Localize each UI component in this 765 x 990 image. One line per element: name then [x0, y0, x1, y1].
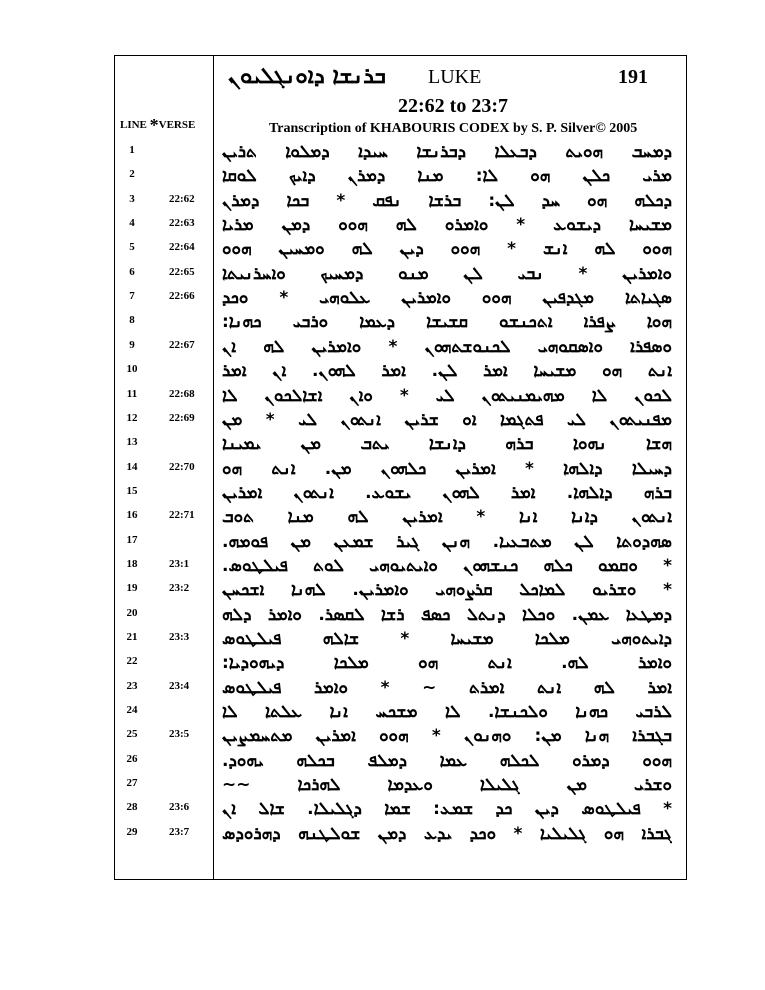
line-number: 4	[129, 217, 135, 230]
transcription-row	[114, 384, 687, 408]
syriac-line-text: ܘܐܡܪ ܠܗ. ܐܢܬ ܗܘ ܡܠܟܐ ܕܝܗܘܕܝܐ:	[222, 653, 672, 674]
line-number: 1	[129, 144, 135, 156]
line-number: 8	[129, 314, 135, 327]
syriac-line-text: ܣܓܝܐܬܐ ܡܓܕܦܝܢ ܗܘܘ ܘܐܡܪܝܢ ܥܠܘܗܝ * ܘܟܕ	[222, 288, 672, 309]
syriac-line-text: ܕܡܚܒ ܗܘܝܬ ܕܒܥܠܐ ܕܒܪܢܫܐ ܚܝܕܐ ܕܡܠܘܐ ܬܪܝܢ	[222, 142, 672, 162]
line-number: 29	[126, 825, 138, 838]
transcription-row	[114, 481, 687, 505]
line-number: 20	[126, 606, 138, 619]
line-number: 15	[126, 484, 138, 497]
syriac-line-text: ܕܡܛܥܐ ܥܡܢ. ܘܟܠܐ ܕܢܬܠ ܟܣܦ ܪܫܐ ܠܩܣܪ. ܘܐܡܪ ܕܠܗ	[222, 604, 672, 625]
syriac-line-text: ܓܒܪܐ ܗܘ ܓܠܝܠܝܐ * ܘܟܕ ܝܕܥ ܕܡܢ ܫܘܠܛܢܗ ܕܗܪܘܕܣ	[222, 823, 672, 844]
syriac-line-text: ܐܢܬ ܗܘ ܡܫܝܚܐ ܐܡܪ ܠܢ. ܐܡܪ ܠܗܘܢ. ܐܢ ܐܡܪ	[222, 361, 672, 382]
line-number: 6	[129, 265, 135, 278]
verse-reference: 22:62	[169, 192, 195, 205]
syriac-line-text: ܗܘܘ ܕܡܪܘ ܠܟܠܗ ܥܡܐ ܕܡܠܦ ܒܟܠܗ ܝܗܘܕ.	[222, 750, 672, 771]
syriac-line-text: ܒܓܒܪܐ ܗܢܐ ܡܢ: ܘܗܢܘܢ * ܗܘܘ ܐܡܪܝܢ ܡܬܚܡܨܝܢ	[222, 726, 672, 747]
verse-reference: 22:63	[169, 217, 195, 230]
verse-reference: 22:65	[169, 265, 195, 278]
transcription-row	[114, 505, 687, 529]
transcription-row	[114, 432, 687, 456]
syriac-line-text: ܐܡܪ ܠܗ ܐܢܬ ܐܡܪܬ ~ * ܘܐܡܪ ܦܝܠܛܘܣ	[222, 677, 672, 698]
verse-reference: 23:2	[169, 582, 190, 595]
verse-star: *	[149, 115, 159, 135]
book-name: LUKE	[428, 66, 482, 88]
line-number: 24	[126, 704, 138, 717]
transcription-row	[114, 554, 687, 578]
verse-reference: 22:66	[169, 290, 195, 303]
syriac-line-text: ܗܘܘ ܠܗ ܐܢܫ * ܗܘܘ ܕܝܢ ܠܗ ܘܡܚܝܢ ܗܘܘ	[222, 239, 672, 260]
line-number: 5	[129, 241, 135, 254]
transcription-row	[114, 335, 687, 359]
transcription-row	[114, 237, 687, 261]
syriac-line-text: ܒܪܗ ܕܐܠܗܐ. ܐܡܪ ܠܗܘܢ ܝܫܘܥ. ܐܢܬܘܢ ܐܡܪܝܢ	[222, 482, 672, 503]
line-number: 22	[126, 655, 138, 668]
line-number: 23	[126, 679, 138, 692]
transcription-row	[114, 530, 687, 554]
line-number: 21	[126, 631, 138, 643]
syriac-line-text: ܡܫܝܚܐ ܕܝܫܘܥ * ܘܐܡܪܘ ܠܗ ܗܘܘ ܕܡܢ ܡܪܝܐ	[222, 215, 672, 236]
syriac-title: ܒܪܢܫܐ ܕܐܘܢܓܠܝܘܢ	[228, 64, 386, 89]
verse-reference: 22:71	[169, 509, 195, 522]
line-number: 18	[126, 557, 138, 570]
verse-reference: 23:4	[169, 679, 190, 692]
verse-column-heading: VERSE	[158, 119, 196, 131]
transcription-row	[114, 651, 687, 675]
line-number: 25	[126, 728, 138, 741]
line-column-heading: LINE	[120, 119, 147, 131]
syriac-line-text: ܗܫܐ ܢܗܘܐ ܒܪܗ ܕܐܢܫܐ ܝܬܒ ܡܢ ܝܡܝܢܐ	[222, 434, 672, 455]
line-number: 14	[126, 460, 138, 473]
verse-reference: 23:5	[169, 728, 190, 741]
syriac-line-text: ܣܗܕܘܬܐ ܠܢ ܡܬܒܥܝܐ. ܗܢܢ ܓܝܪ ܫܡܥܢ ܡܢ ܦܘܡܗ.	[222, 531, 672, 552]
transcription-row	[114, 749, 687, 773]
transcription-row	[114, 140, 687, 164]
transcription-row	[114, 286, 687, 310]
transcription-row	[114, 797, 687, 821]
line-number: 27	[126, 777, 138, 790]
line-number: 9	[129, 338, 135, 351]
line-number: 3	[129, 192, 135, 205]
syriac-line-text: ܗܘܐ ܨܦܪܐ ܐܬܟܢܫܘ ܩܫܝܫܐ ܕܥܡܐ ܘܪܒܝ ܟܗܢܐ:	[222, 312, 672, 333]
verse-reference: 23:1	[169, 557, 190, 570]
syriac-line-text: ܡܦܢܝܬܘܢ ܠܝ ܦܬܓܡܐ ܐܘ ܫܪܝܢ ܐܢܬܘܢ ܠܝ * ܡܢ	[222, 409, 672, 430]
transcription-row	[114, 578, 687, 602]
verse-reference: 23:7	[169, 825, 190, 838]
syriac-line-text: * ܘܫܪܝܘ ܠܡܐܟܠ ܩܪܨܘܗܝ ܘܐܡܪܝܢ. ܠܗܢܐ ܐܫܟܚܢ	[222, 580, 672, 601]
syriac-line-text: ܕܚܝܠܐ ܕܐܠܗܐ * ܐܡܪܝܢ ܟܠܗܘܢ ܡܢ. ܐܢܬ ܗܘ	[222, 458, 672, 479]
syriac-line-text: ܠܪܒܝ ܟܗܢܐ ܘܠܟܢܫܐ. ܠܐ ܡܫܟܚ ܐܢܐ ܥܠܬܐ ܠܐ	[222, 702, 672, 723]
verse-reference: 22:64	[169, 241, 195, 254]
line-number: 19	[126, 582, 138, 595]
syriac-line-text: * ܦܝܠܛܘܣ ܕܝܢ ܟܕ ܫܡܥ: ܫܡܐ ܕܓܠܝܠܐ. ܫܐܠ ܐܢ	[222, 799, 672, 820]
transcription-row	[114, 189, 687, 213]
transcription-row	[114, 457, 687, 481]
line-number: 2	[129, 168, 135, 181]
transcription-row	[114, 700, 687, 724]
syriac-line-text: ܕܐܝܬܘܗܝ ܡܠܟܐ ܡܫܝܚܐ * ܫܐܠܗ ܦܝܠܛܘܣ	[222, 629, 672, 649]
transcription-row	[114, 773, 687, 797]
syriac-line-text: * ܘܩܡܘ ܟܠܗ ܟܢܫܗܘܢ ܘܐܝܬܝܘܗܝ ܠܘܬ ܦܝܠܛܘܣ.	[222, 555, 672, 576]
transcription-row	[114, 408, 687, 432]
line-number: 17	[126, 533, 138, 546]
transcription-row	[114, 213, 687, 237]
transcription-credit: Transcription of KHABOURIS CODEX by S. P. Silver© 2005	[269, 121, 638, 136]
verse-reference: 22:68	[169, 387, 195, 400]
line-number: 7	[129, 290, 135, 303]
transcription-row	[114, 603, 687, 627]
syriac-line-text: ܕܟܠܗ ܗܘ ܚܕ ܠܢ: ܒܪܫܐ ܢܦܩ * ܒܟܐ ܕܡܪܢ	[222, 190, 672, 211]
transcription-row	[114, 310, 687, 334]
transcription-row	[114, 724, 687, 748]
line-number: 10	[126, 363, 138, 376]
transcription-row	[114, 822, 687, 846]
transcription-row	[114, 262, 687, 286]
line-number: 26	[126, 752, 138, 765]
transcription-row	[114, 359, 687, 383]
column-headings	[120, 115, 195, 136]
syriac-line-text: ܘܣܦܪܐ ܘܐܣܩܘܗܝ ܠܟܢܘܫܬܗܘܢ * ܘܐܡܪܝܢ ܠܗ ܐܢ	[222, 336, 672, 357]
line-number: 13	[126, 436, 138, 449]
verse-reference: 22:67	[169, 338, 195, 351]
verse-reference: 23:6	[169, 801, 190, 814]
transcription-row	[114, 676, 687, 700]
line-number: 11	[126, 387, 138, 400]
syriac-line-text: ܘܐܡܪܝܢ * ܢܒܝ ܠܢ ܡܢܘ ܕܡܚܝܟ ܘܐܚܪܢܝܬܐ	[222, 263, 672, 284]
line-number: 16	[126, 509, 138, 522]
verse-reference: 23:3	[169, 631, 190, 643]
verse-reference: 22:70	[169, 460, 195, 473]
syriac-line-text: ܠܟܘܢ ܠܐ ܡܗܝܡܢܝܬܘܢ ܠܝ * ܘܐܢ ܐܫܐܠܟܘܢ ܠܐ	[222, 385, 672, 406]
syriac-line-text: ܡܪܝ ܟܠܢ ܗܘ ܠܐ: ܡܢܐ ܕܡܪܢ ܕܐܝܟ ܠܘܩܐ	[222, 166, 672, 187]
syriac-line-text: ܐܢܬܘܢ ܕܐܢܐ ܐܢܐ * ܐܡܪܝܢ ܠܗ ܡܢܐ ܬܘܒ	[222, 507, 672, 528]
verse-reference: 22:69	[169, 411, 195, 424]
transcription-row	[114, 164, 687, 188]
page-number: 191	[618, 66, 648, 88]
line-number: 12	[126, 411, 138, 424]
syriac-line-text: ܘܫܪܝ ܡܢ ܓܠܝܠܐ ܘܥܕܡܐ ܠܗܪܟܐ ~~	[222, 775, 672, 796]
transcription-row	[114, 627, 687, 651]
line-number: 28	[126, 801, 138, 814]
verse-range: 22:62 to 23:7	[398, 95, 508, 117]
